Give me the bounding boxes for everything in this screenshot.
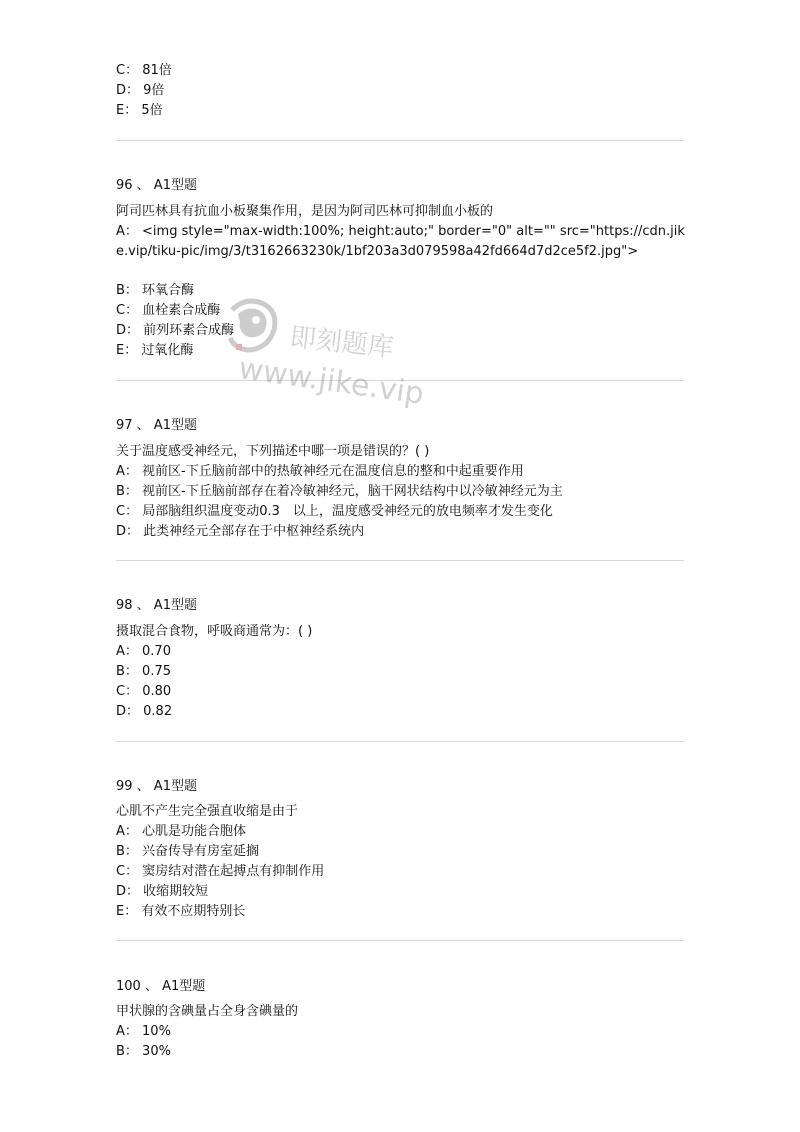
q100-stem: 甲状腺的含碘量占全身含碘量的 — [116, 1004, 299, 1019]
q99-option-b: B： 兴奋传导有房室延搁 — [116, 844, 260, 859]
q98-option-b: B： 0.75 — [116, 664, 171, 679]
q95-option-e: E： 5倍 — [116, 103, 163, 118]
divider — [116, 140, 684, 141]
q97-option-b: B： 视前区-下丘脑前部存在着冷敏神经元，脑干网状结构中以冷敏神经元为主 — [116, 484, 563, 499]
divider — [116, 741, 684, 742]
q100-option-b: B： 30% — [116, 1044, 171, 1059]
q98-header: 98 、 A1型题 — [116, 598, 197, 613]
q96-header: 96 、 A1型题 — [116, 178, 197, 193]
q97-header: 97 、 A1型题 — [116, 418, 197, 433]
divider — [116, 940, 684, 941]
q99-option-e: E： 有效不应期特别长 — [116, 904, 246, 919]
q96-option-d: D： 前列环素合成酶 — [116, 323, 235, 338]
q98-stem: 摄取混合食物，呼吸商通常为：( ) — [116, 624, 313, 639]
q96-stem: 阿司匹林具有抗血小板聚集作用，是因为阿司匹林可抑制血小板的 — [116, 204, 494, 219]
q95-option-d: D： 9倍 — [116, 83, 165, 98]
divider — [116, 560, 684, 561]
q98-option-d: D： 0.82 — [116, 704, 173, 719]
q96-option-a: A： <img style="max-width:100%; height:auto;" border="0" alt="" src="https://cdn.jike.vip/tiku-pic/img/3/t3162663230k/1bf203a3d079598a42fd664d7d2ce5f2.jpg"> — [116, 224, 685, 259]
q99-option-d: D： 收缩期较短 — [116, 884, 209, 899]
q95-option-c: C： 81倍 — [116, 63, 172, 78]
q97-option-d: D： 此类神经元全部存在于中枢神经系统内 — [116, 524, 365, 539]
q96-option-e: E： 过氧化酶 — [116, 343, 194, 358]
q99-header: 99 、 A1型题 — [116, 779, 197, 794]
q97-option-a: A： 视前区-下丘脑前部中的热敏神经元在温度信息的整和中起重要作用 — [116, 464, 524, 479]
q98-option-a: A： 0.70 — [116, 644, 171, 659]
q96-option-b: B： 环氧合酶 — [116, 283, 195, 298]
q97-stem: 关于温度感受神经元，下列描述中哪一项是错误的？( ) — [116, 444, 430, 459]
q96-option-c: C： 血栓素合成酶 — [116, 303, 221, 318]
q97-option-c: C： 局部脑组织温度变动0.3 以上，温度感受神经元的放电频率才发生变化 — [116, 504, 553, 519]
q98-option-c: C： 0.80 — [116, 684, 172, 699]
watermark-url-text: www.jike.vip — [236, 351, 427, 412]
q100-option-a: A： 10% — [116, 1024, 171, 1039]
q99-option-c: C： 窦房结对潜在起搏点有抑制作用 — [116, 864, 325, 879]
q100-header: 100 、 A1型题 — [116, 979, 206, 994]
watermark-brand-text: 即刻题库 — [288, 322, 396, 364]
q99-stem: 心肌不产生完全强直收缩是由于 — [116, 804, 299, 819]
divider — [116, 380, 684, 381]
q99-option-a: A： 心肌是功能合胞体 — [116, 824, 247, 839]
watermark — [210, 282, 450, 432]
